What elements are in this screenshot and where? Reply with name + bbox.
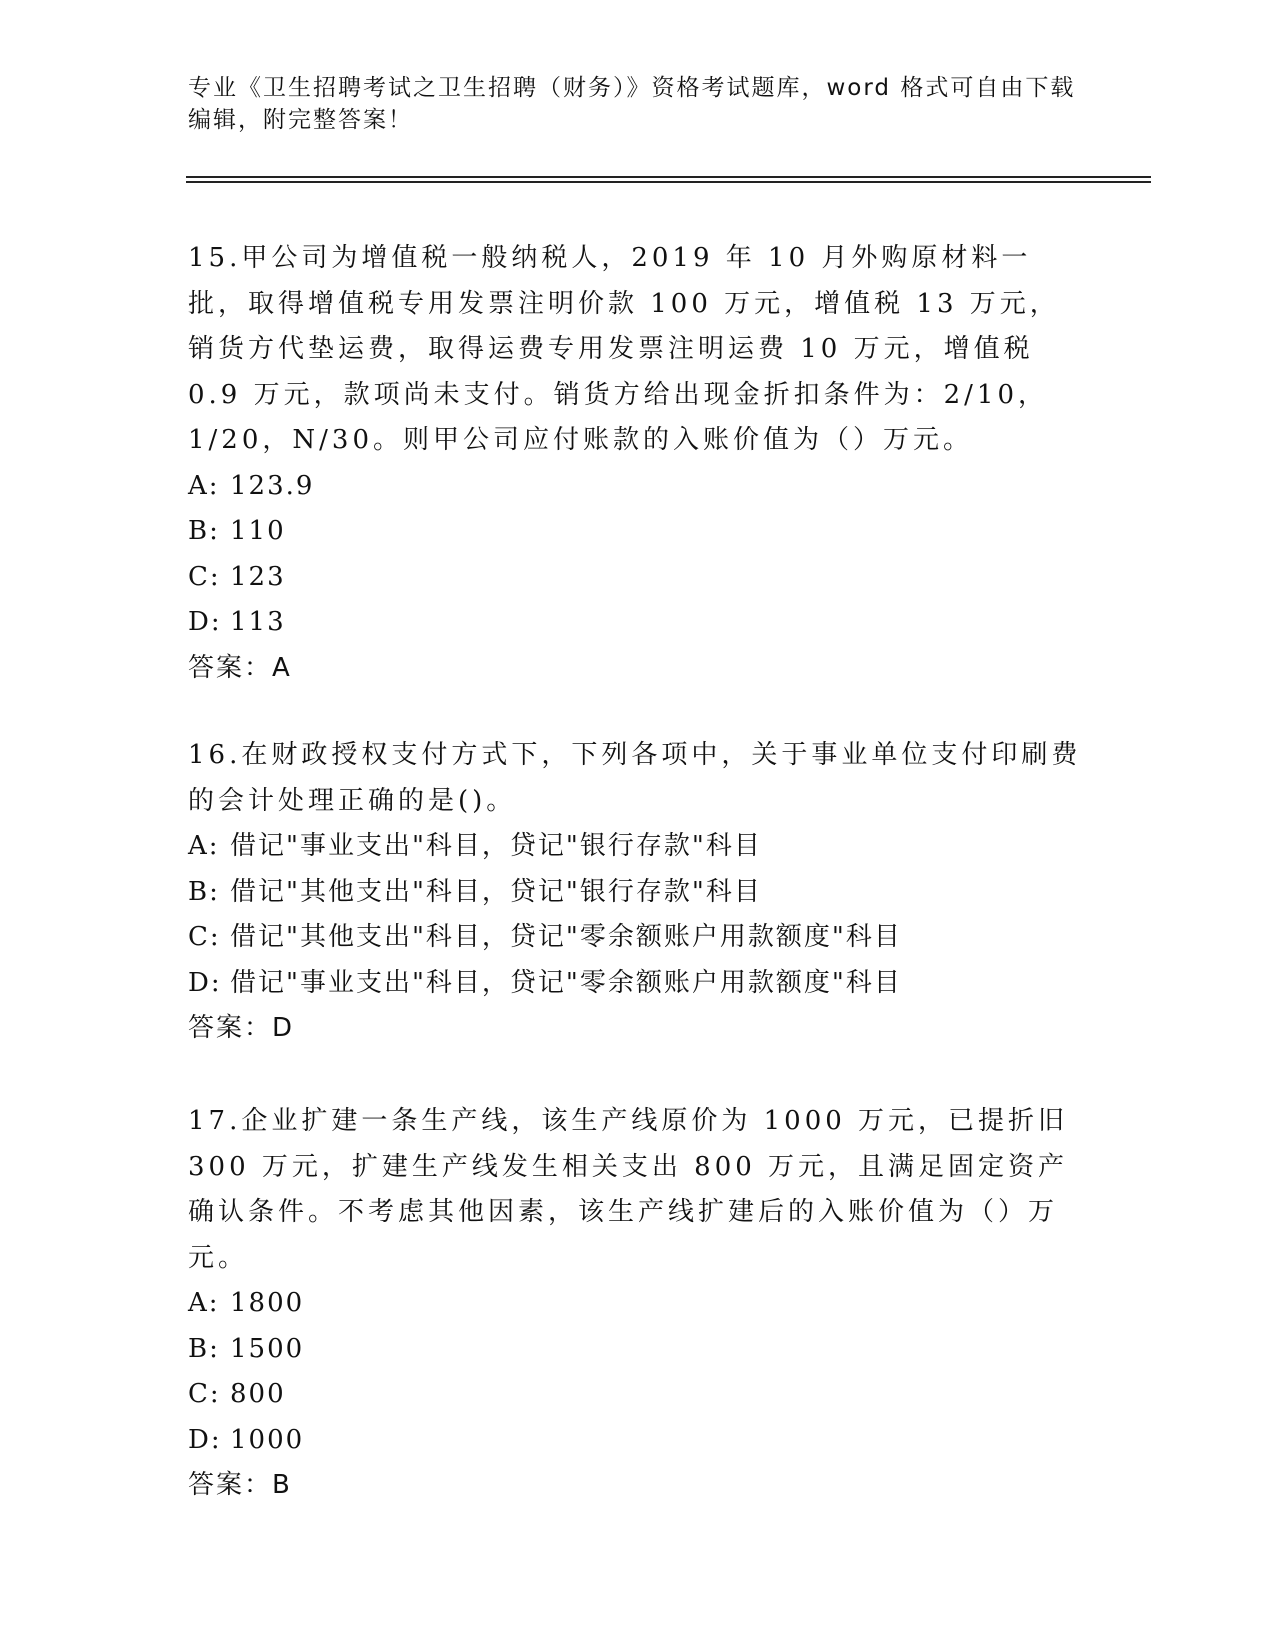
option-b (188, 870, 1088, 916)
question-stem: 15.甲公司为增值税一般纳税人，2019 年 10 月外购原材料一批，取得增值税专用发票注明价款 100 万元，增值税 13 万元，销货方代垫运费，取得运费专用发票注明运费 10 万元，增值税 0.9 万元，款项尚未支付。销货方给出现金折扣条件为：2/10，1/20，N/30。则甲公司应付账款的入账价值为（）万元。 (188, 243, 1060, 455)
option-key: D: (188, 967, 222, 998)
option-key: B: (188, 876, 220, 907)
header-divider-top (186, 176, 1151, 178)
option-c (188, 915, 1088, 961)
option-a (188, 824, 1088, 870)
option-text: 113 (230, 607, 286, 637)
option-text: 123.9 (230, 470, 315, 501)
option-text: 800 (230, 1379, 286, 1409)
question-stem: 17.企业扩建一条生产线，该生产线原价为 1000 万元，已提折旧 300 万元，扩建生产线发生相关支出 800 万元，且满足固定资产确认条件。不考虑其他因素，该生产线扩建后的入账价值为（）万元。 (188, 1106, 1069, 1273)
option-key: A: (188, 1288, 220, 1318)
option-c (188, 1372, 1088, 1418)
document-header: 专业《卫生招聘考试之卫生招聘（财务）》资格考试题库，word 格式可自由下载编辑，附完整答案！ (188, 75, 1076, 133)
option-text: 借记"事业支出"科目，贷记"银行存款"科目 (230, 831, 762, 861)
question-stem: 16.在财政授权支付方式下，下列各项中，关于事业单位支付印刷费的会计处理正确的是()。 (188, 740, 1082, 816)
question-15 (188, 236, 1088, 691)
answer-line: 答案：A (188, 652, 292, 683)
option-text: 1800 (230, 1288, 305, 1318)
option-b (188, 1327, 1088, 1373)
option-a (188, 464, 1088, 510)
header-divider-bottom (186, 181, 1151, 183)
option-key: A: (188, 831, 220, 861)
option-key: D: (188, 607, 222, 637)
option-c (188, 555, 1088, 601)
option-d (188, 1418, 1088, 1464)
option-key: B: (188, 1333, 220, 1364)
question-16 (188, 733, 1088, 1052)
option-key: C: (188, 561, 221, 592)
option-text: 110 (230, 516, 286, 546)
option-text: 借记"事业支出"科目，贷记"零余额账户用款额度"科目 (230, 967, 902, 998)
option-b (188, 509, 1088, 555)
option-key: B: (188, 516, 220, 546)
answer-line: 答案：B (188, 1470, 292, 1500)
option-text: 1000 (230, 1424, 305, 1455)
option-key: C: (188, 922, 221, 952)
option-text: 借记"其他支出"科目，贷记"银行存款"科目 (230, 876, 762, 907)
option-text: 123 (230, 561, 286, 592)
option-a (188, 1281, 1088, 1327)
question-17 (188, 1099, 1088, 1509)
option-text: 1500 (230, 1333, 305, 1364)
option-key: C: (188, 1379, 221, 1409)
option-key: A: (188, 470, 220, 501)
answer-line: 答案：D (188, 1013, 295, 1043)
option-d (188, 961, 1088, 1007)
option-text: 借记"其他支出"科目，贷记"零余额账户用款额度"科目 (230, 922, 902, 952)
option-key: D: (188, 1424, 222, 1455)
option-d (188, 600, 1088, 646)
